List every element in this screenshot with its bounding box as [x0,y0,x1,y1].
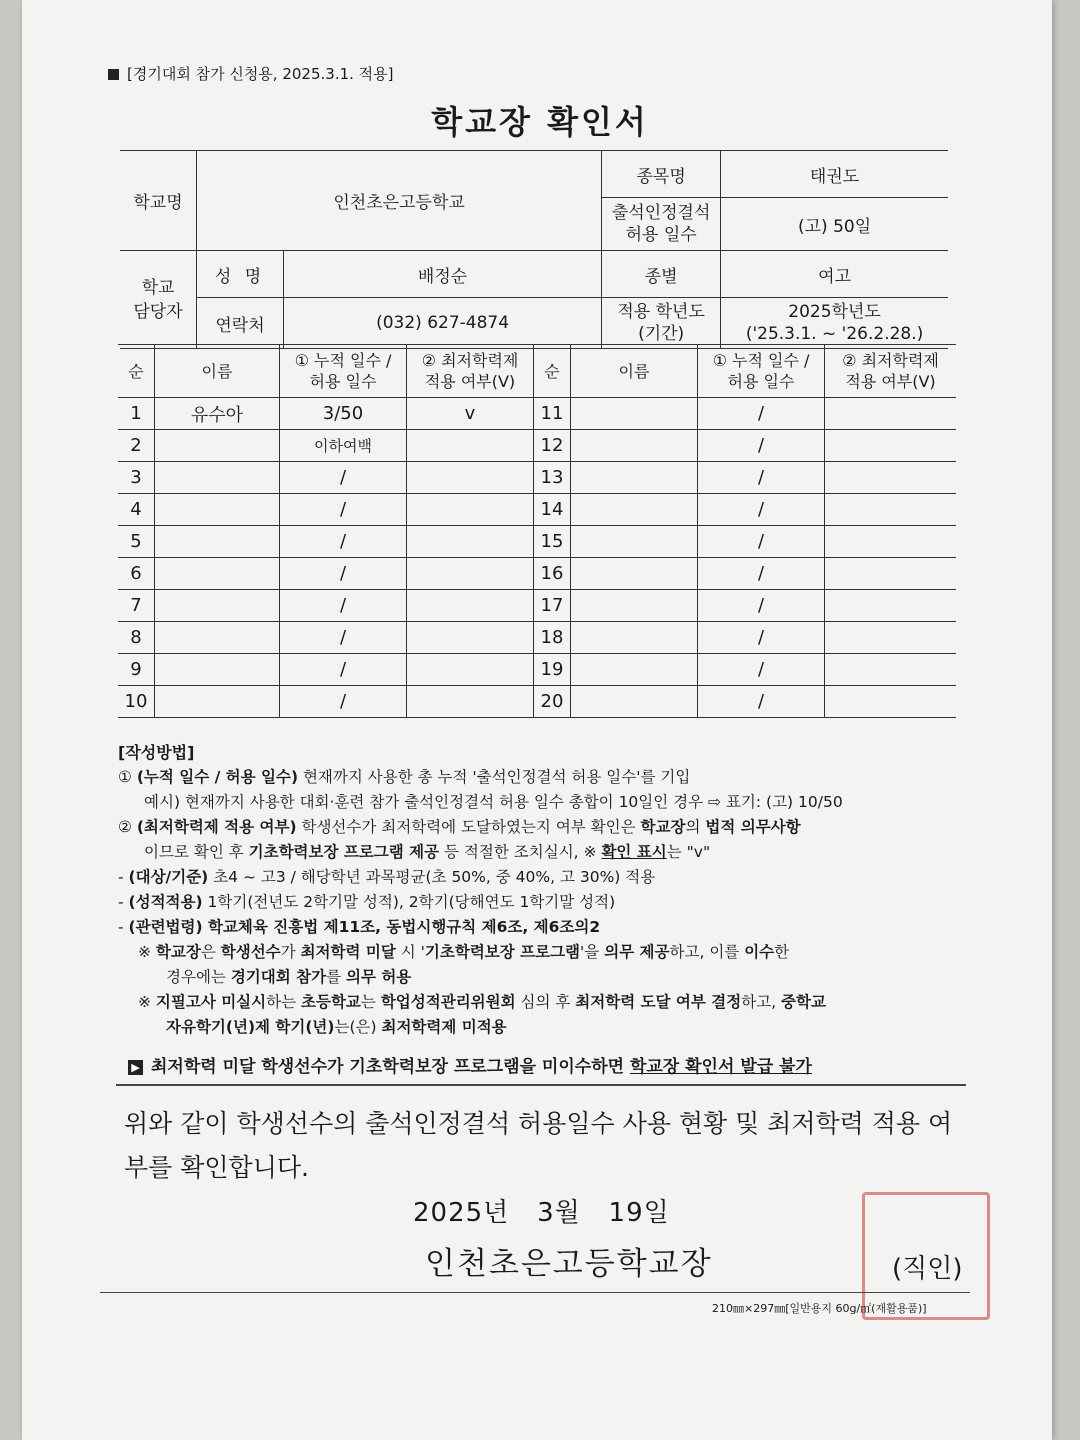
cell-right-days: / [698,558,825,590]
cell-left-name [155,526,280,558]
cell-right-days: / [698,398,825,430]
col-days-left: ① 누적 일수 / 허용 일수 [280,345,407,398]
school-label: 학교명 [120,151,197,251]
cell-left-name: 유수아 [155,398,280,430]
cell-left-min [407,558,534,590]
col-min-right: ② 최저학력제 적용 여부(V) [825,345,957,398]
bottom-divider [100,1292,970,1293]
cell-left-days: / [280,494,407,526]
year-value-text: 2025학년도 [788,302,881,322]
cell-right-no: 17 [534,590,571,622]
col-days-right: ① 누적 일수 / 허용 일수 [698,345,825,398]
gender-label: 종별 [602,251,721,298]
cell-right-no: 12 [534,430,571,462]
cell-right-no: 19 [534,654,571,686]
contact-label: 연락처 [197,298,284,349]
guide-line: 자유학기(년)제 학기(년)는(은) 최저학력제 미적용 [166,1018,507,1036]
guide-line: ※ 학교장은 학생선수가 최저학력 미달 시 '기초학력보장 프로그램'을 의무 제공하고, 이를 이수한 [138,943,790,961]
cell-right-no: 16 [534,558,571,590]
sport-value: 태권도 [721,151,948,198]
cell-left-days: / [280,654,407,686]
absence-value: (고) 50일 [721,198,948,251]
cell-left-min [407,430,534,462]
guide-line: - (관련법령) 학교체육 진흥법 제11조, 동법시행규칙 제6조, 제6조의2 [118,918,601,936]
absence-label: 출석인정결석 허용 일수 [602,198,721,251]
cell-right-no: 18 [534,622,571,654]
cell-right-min [825,398,957,430]
cell-left-min [407,494,534,526]
info-table [120,150,948,349]
paper-spec: 210㎜×297㎜[일반용지 60g/㎡(재활용품)] [712,1302,927,1315]
cell-left-min [407,590,534,622]
table-row [118,398,956,430]
cell-right-name [571,590,698,622]
cell-left-days: / [280,462,407,494]
cell-left-no: 1 [118,398,155,430]
cell-right-min [825,526,957,558]
table-row [118,622,956,654]
cell-left-no: 9 [118,654,155,686]
cell-left-min [407,654,534,686]
cell-left-no: 5 [118,526,155,558]
table-row [118,494,956,526]
cell-right-days: / [698,686,825,718]
cell-right-name [571,622,698,654]
cell-left-min [407,622,534,654]
col-no-right: 순 [534,345,571,398]
cell-left-days: / [280,686,407,718]
guide-heading: [작성방법] [118,743,195,762]
header-note: [경기대회 참가 신청용, 2025.3.1. 적용] [108,63,394,84]
col-min-left: ② 최저학력제 적용 여부(V) [407,345,534,398]
boxed-arrow-icon: ▶ [128,1060,143,1075]
signer-name: 인천초은고등학교장 [425,1246,713,1282]
issue-date: 2025년 3월 19일 [413,1198,670,1228]
final-note: ▶ 최저학력 미달 학생선수가 기초학력보장 프로그램을 미이수하면 학교장 확인서 발급 불가 [128,1052,812,1077]
year-period-text: ('25.3.1. ~ '26.2.28.) [745,324,924,344]
cell-left-name [155,494,280,526]
cell-right-name [571,654,698,686]
cell-right-name [571,526,698,558]
writing-guide [118,740,968,1040]
cell-left-name [155,462,280,494]
cell-right-no: 15 [534,526,571,558]
cell-left-days: / [280,590,407,622]
cell-left-name [155,558,280,590]
table-row [118,558,956,590]
cell-right-no: 14 [534,494,571,526]
cell-right-days: / [698,430,825,462]
cell-right-no: 20 [534,686,571,718]
table-row [118,526,956,558]
guide-line: 경우에는 경기대회 참가를 의무 허용 [166,968,412,986]
guide-line: - (대상/기준) 초4 ~ 고3 / 해당학년 과목평균(초 50%, 중 40%, 고 30%) 적용 [118,868,656,886]
cell-right-min [825,462,957,494]
square-bullet-icon [108,69,119,80]
cell-left-no: 6 [118,558,155,590]
cell-left-min [407,462,534,494]
cell-right-name [571,558,698,590]
guide-line: ① (누적 일수 / 허용 일수) 현재까지 사용한 총 누적 '출석인정결석 허용 일수'를 기입 [118,768,691,786]
guide-line: ② (최저학력제 적용 여부) 학생선수가 최저학력에 도달하였는지 여부 확인은 학교장의 법적 의무사항 [118,818,801,836]
cell-left-no: 3 [118,462,155,494]
guide-line: 이므로 확인 후 기초학력보장 프로그램 제공 등 적절한 조치실시, ※ 확인 표시는 "v" [144,843,711,861]
cell-right-days: / [698,654,825,686]
cell-right-days: / [698,494,825,526]
cell-right-no: 13 [534,462,571,494]
school-name: 인천초은고등학교 [197,151,602,251]
year-label: 적용 학년도 (기간) [602,298,721,349]
cell-right-min [825,558,957,590]
guide-line: ※ 지필고사 미실시하는 초등학교는 학업성적관리위원회 심의 후 최저학력 도달 여부 결정하고, 중학교 [138,993,826,1011]
cell-right-min [825,494,957,526]
cell-left-name [155,622,280,654]
contact-value: (032) 627-4874 [284,298,602,349]
table-row [118,654,956,686]
cell-right-no: 11 [534,398,571,430]
cell-left-no: 4 [118,494,155,526]
cell-left-no: 7 [118,590,155,622]
cell-right-name [571,430,698,462]
cell-right-min [825,430,957,462]
col-name-right: 이름 [571,345,698,398]
name-value: 배정순 [284,251,602,298]
divider [116,1084,966,1086]
guide-line: 예시) 현재까지 사용한 대회·훈련 참가 출석인정결석 허용 일수 총합이 10일인 경우 ⇨ 표기: (고) 10/50 [144,793,843,811]
cell-left-name [155,590,280,622]
roster-body [118,398,956,718]
table-row [118,686,956,718]
year-value [721,298,948,349]
cell-left-min [407,526,534,558]
cell-left-name [155,430,280,462]
cell-left-days: 이하여백 [280,430,407,462]
cell-right-min [825,590,957,622]
cell-left-no: 8 [118,622,155,654]
cell-left-days: 3/50 [280,398,407,430]
cell-right-days: / [698,462,825,494]
cell-right-name [571,686,698,718]
cell-left-name [155,654,280,686]
roster-table [118,344,956,718]
cell-left-min [407,686,534,718]
cell-right-name [571,494,698,526]
table-row [118,590,956,622]
cell-left-days: / [280,622,407,654]
cell-right-days: / [698,622,825,654]
document-title: 학교장 확인서 [431,103,649,141]
cell-left-days: / [280,558,407,590]
guide-line: - (성적적용) 1학기(전년도 2학기말 성적), 2학기(당해연도 1학기말 성적) [118,893,616,911]
seal-label: (직인) [892,1254,963,1284]
cell-right-name [571,462,698,494]
cell-right-min [825,654,957,686]
cell-left-min: v [407,398,534,430]
cell-right-min [825,622,957,654]
sport-label: 종목명 [602,151,721,198]
table-row [118,462,956,494]
confirm-text: 위와 같이 학생선수의 출석인정결석 허용일수 사용 현황 및 최저학력 적용 여부를 확인합니다. [124,1109,953,1182]
cell-left-no: 2 [118,430,155,462]
cell-right-days: / [698,590,825,622]
cell-right-name [571,398,698,430]
col-name-left: 이름 [155,345,280,398]
cell-left-name [155,686,280,718]
cell-left-days: / [280,526,407,558]
cell-left-no: 10 [118,686,155,718]
table-row [118,430,956,462]
manager-label: 학교 담당자 [120,251,197,349]
gender-value: 여고 [721,251,948,298]
cell-right-days: / [698,526,825,558]
col-no-left: 순 [118,345,155,398]
name-label: 성 명 [197,251,284,298]
cell-right-min [825,686,957,718]
